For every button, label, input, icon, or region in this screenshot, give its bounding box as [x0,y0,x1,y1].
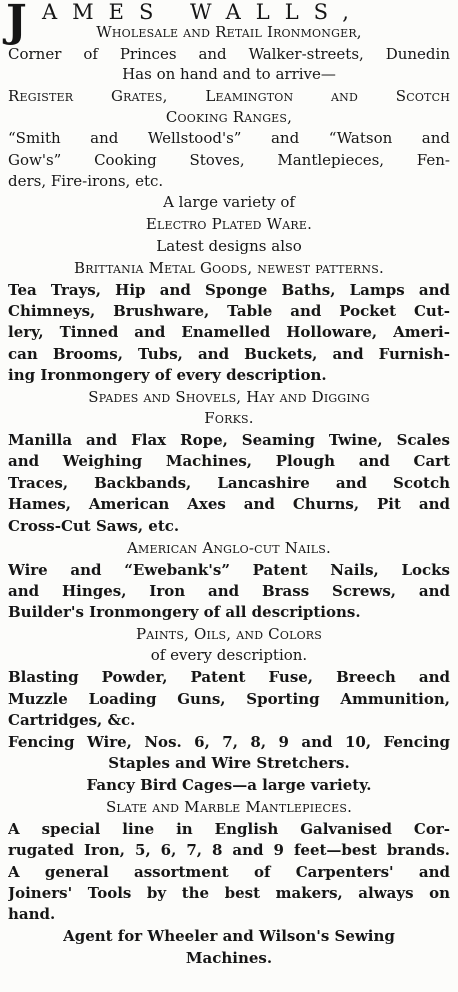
advertiser-name [8,0,450,24]
text-line: Cartridges, &c. [8,711,136,729]
advertiser-name-text: AMES WALLS, [42,0,364,24]
text-line: Cross-Cut Saws, etc. [8,517,180,535]
text-line: A general assortment of Carpenters' and [8,863,450,881]
text-line: Hames, American Axes and Churns, Pit and [8,495,450,513]
text-line: Fencing Wire, Nos. 6, 7, 8, 9 and 10, Fencing [8,733,450,751]
text-line: ders, Fire-irons, etc. [8,172,164,190]
address-line: Corner of Princes and Walker-streets, Dunedin [8,45,450,63]
text-line: Joiners' Tools by the best makers, always on [8,884,450,902]
text-line: Traces, Backbands, Lancashire and Scotch [8,474,450,492]
text-line: ing Ironmongery of every description. [8,366,327,384]
section-heading: Forks. [204,409,254,427]
section-heading: Brittania Metal Goods, newest patterns. [74,259,384,277]
text-line: lery, Tinned and Enamelled Holloware, Ameri- [8,323,450,341]
text-line: and Hinges, Iron and Brass Screws, and [8,582,450,600]
section-heading: Spades and Shovels, Hay and Digging [88,388,370,406]
text-line: can Brooms, Tubs, and Buckets, and Furnish- [8,345,450,363]
text-line: hand. [8,905,56,923]
section-heading: Slate and Marble Mantlepieces. [105,798,353,816]
stock-intro: Has on hand and to arrive— [122,65,336,83]
text-line: Chimneys, Brushware, Table and Pocket Cut- [8,302,450,320]
text-line: Latest designs also [156,237,302,255]
text-line: A large variety of [163,193,295,211]
text-line: Muzzle Loading Guns, Sporting Ammunition, [8,690,450,708]
text-line: Cooking Ranges, [165,108,293,126]
text-line: Staples and Wire Stretchers. [108,754,350,772]
drop-cap-initial: J [6,0,27,47]
text-line: Tea Trays, Hip and Sponge Baths, Lamps and [8,281,450,299]
text-line: Blasting Powder, Patent Fuse, Breech and [8,668,450,686]
text-line: rugated Iron, 5, 6, 7, 8 and 9 feet—best brands. [8,841,450,859]
text-line: Fancy Bird Cages—a large variety. [86,776,372,794]
text-line: Builder's Ironmongery of all descriptions. [8,603,361,621]
text-line: and Weighing Machines, Plough and Cart [8,452,450,470]
text-line: Gow's” Cooking Stoves, Mantlepieces, Fen- [8,151,450,169]
text-line: Wire and “Ewebank's” Patent Nails, Locks [8,561,450,579]
section-heading: Paints, Oils, and Colors [135,625,323,643]
text-line: of every description. [150,646,308,664]
text-line: Manilla and Flax Rope, Seaming Twine, Scales [8,431,450,449]
text-line: “Smith and Wellstood's” and “Watson and [8,129,450,147]
text-line: A special line in English Galvanised Cor- [8,820,450,838]
section-heading: Electro Plated Ware. [145,215,313,233]
agent-line: Agent for Wheeler and Wilson's Sewing [63,927,395,945]
section-heading: American Anglo-cut Nails. [127,539,331,557]
text-line: Register Grates, Leamington and Scotch [8,87,450,105]
agent-line: Machines. [185,949,273,967]
business-description: Wholesale and Retail Ironmonger, [96,23,362,41]
